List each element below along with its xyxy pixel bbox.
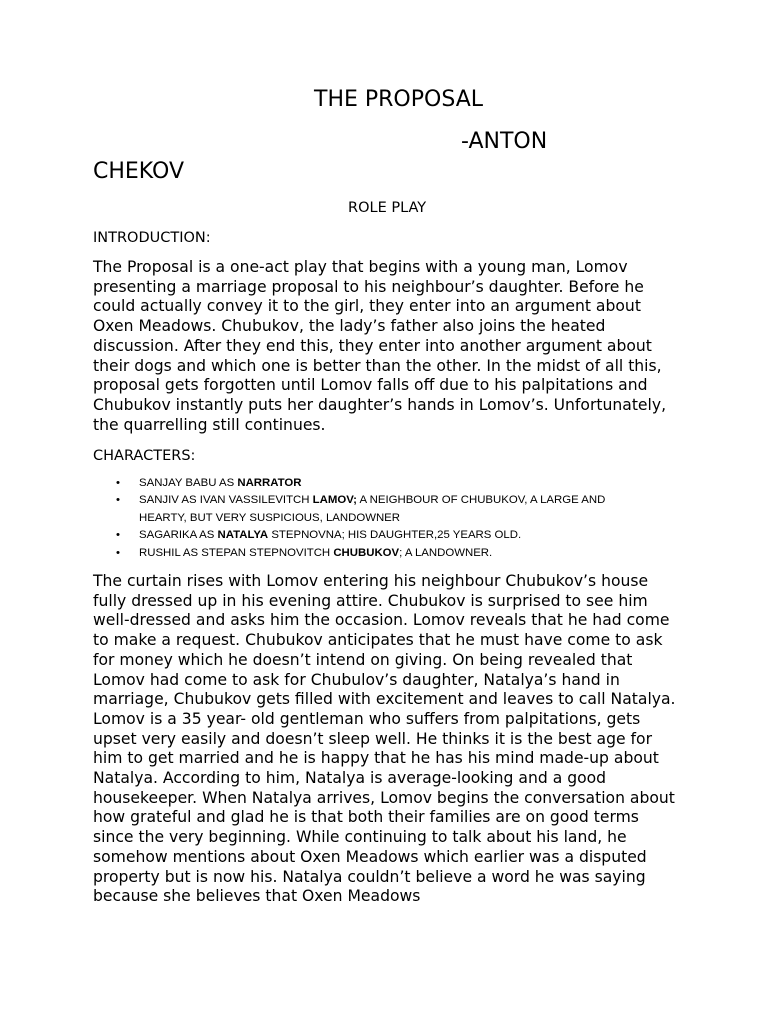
list-item: • SAGARIKA AS NATALYA STEPNOVNA; HIS DAUGHTER,25 YEARS OLD. bbox=[93, 527, 653, 544]
character-name: CHUBUKOV bbox=[333, 546, 400, 559]
characters-heading: CHARACTERS: bbox=[93, 448, 196, 464]
list-item: • SANJAY BABU AS NARRATOR bbox=[93, 475, 653, 492]
character-name: LAMOV; bbox=[312, 494, 357, 507]
body-paragraph: The curtain rises with Lomov entering his neighbour Chubukov’s house fully dressed up in his evening attire. Chubukov is surprised to see him well-dressed and asks him the occasion. Lomov reveals that he had come to make a request. Chubukov anticipates that he must have come to ask for money which he doesn’t intend on giving. On being revealed that Lomov had come to ask for Chubulov’s daughter, Natalya’s hand in marriage, Chubukov gets filled with excitement and leaves to call Natalya. Lomov is a 35 year- old gentleman who suffers from palpitations, gets upset very easily and doesn’t sleep well. He thinks it is the best age for him to get married and he is happy that he has his mind made-up about Natalya. According to him, Natalya is average-looking and a good housekeeper. When Natalya arrives, Lomov begins the conversation about how grateful and glad he is that both their families are on good terms since the very beginning. While continuing to talk about his land, he somehow mentions about Oxen Meadows which earlier was a disputed property but is now his. Natalya couldn’t believe a word he was saying because she believes that Oxen Meadows bbox=[93, 572, 676, 906]
characters-list bbox=[93, 475, 653, 562]
document-title: THE PROPOSAL bbox=[314, 87, 484, 112]
document-subtitle: ROLE PLAY bbox=[348, 200, 427, 216]
character-name: NARRATOR bbox=[237, 477, 302, 489]
introduction-paragraph: The Proposal is a one-act play that begins with a young man, Lomov presenting a marriage proposal to his neighbour’s daughter. Before he could actually convey it to the girl, they enter into an argument about Oxen Meadows. Chubukov, the lady’s father also joins the heated discussion. After they end this, they enter into another argument about their dogs and which one is better than the other. In the midst of all this, proposal gets forgotten until Lomov falls off due to his palpitations and Chubukov instantly puts her daughter’s hands in Lomov’s. Unfortunately, the quarrelling still continues. bbox=[93, 258, 667, 434]
bullet-icon: • bbox=[116, 529, 120, 542]
bullet-icon: • bbox=[116, 494, 120, 507]
list-item: • SANJIV AS IVAN VASSILEVITCH LAMOV; A NEIGHBOUR OF CHUBUKOV, A LARGE AND HEARTY, BUT VERY SUSPICIOUS, LANDOWNER bbox=[116, 494, 606, 524]
author-dash: -ANTON bbox=[461, 129, 548, 154]
character-name: NATALYA bbox=[217, 529, 269, 542]
author-name: CHEKOV bbox=[93, 159, 185, 184]
introduction-heading: INTRODUCTION: bbox=[93, 230, 211, 246]
list-item: • RUSHIL AS STEPAN STEPNOVITCH CHUBUKOV; A LANDOWNER. bbox=[93, 545, 653, 562]
bullet-icon: • bbox=[116, 477, 120, 489]
bullet-icon: • bbox=[116, 546, 120, 559]
